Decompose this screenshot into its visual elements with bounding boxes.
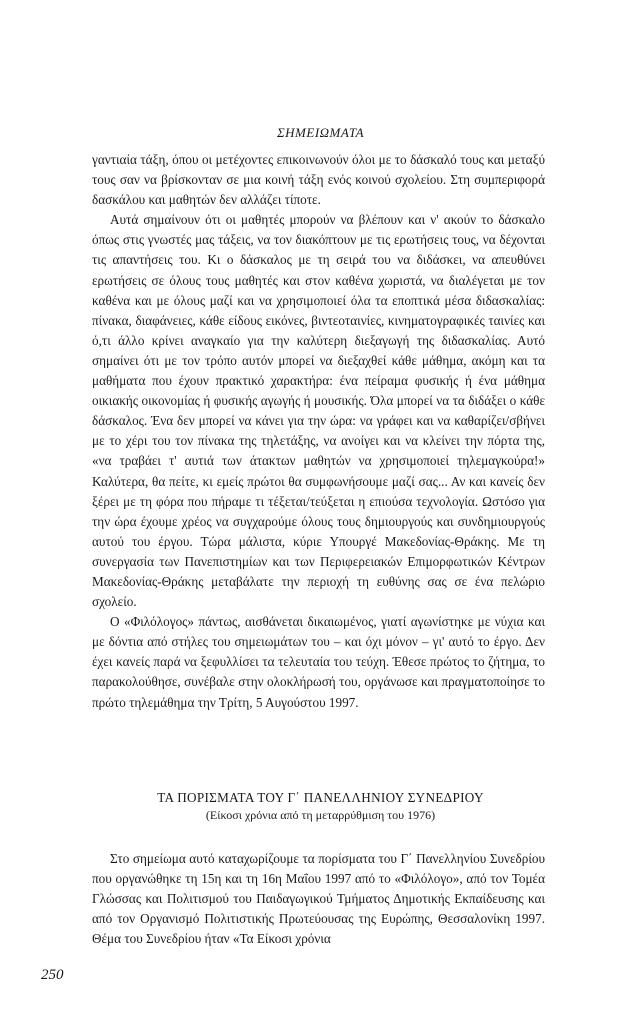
paragraph: Στο σημείωμα αυτό καταχωρίζουμε τα πορίσματα του Γ΄ Πανελληνίου Συνεδρίου που οργανώθηκε τη 15η και τη 16η Μαΐου 1997 από το «Φιλόλογο», από τον Τομέα Γλώσσας και Πολιτισμού του Παιδαγωγικού Τμήματος Δημοτικής Εκπαίδευσης και από τον Οργανισμό Πολιτιστικής Πρωτεύουσας της Ευρώπης, Θεσσαλονίκη 1997. Θέμα του Συνεδρίου ήταν «Τα Είκοσι χρόνια: [92, 851, 545, 947]
page-number: 250: [41, 967, 64, 983]
body-text: [92, 150, 545, 713]
paragraph: Αυτά σημαίνουν ότι οι μαθητές μπορούν να βλέπουν και ν' ακούν το δάσκαλο όπως στις γνωστές μας τάξεις, να τον διακόπτουν με τις ερωτήσεις τους, να δέχονται τις απαντήσεις του. Κι ο δάσκαλος με τη σειρά του να διδάσκει, να απευθύνει ερωτήσεις σε όλους τους μαθητές και στον καθένα χωριστά, να διαλέγεται με τον καθένα και με όλους μαζί και να χρησιμοποιεί όλα τα εποπτικά μέσα διδασκαλίας: πίνακα, διαφάνειες, κάθε είδους εικόνες, βιντεοταινίες, κινηματογραφικές ταινίες και ό,τι άλλο κρίνει αναγκαίο για την καλύτερη διεξαγωγή της διδασκαλίας. Αυτό σημαίνει ότι με τον τρόπο αυτόν μπορεί να διεξαχθεί κάθε μάθημα, ακόμη και τα μαθήματα που έχουν πρακτικό χαρακτήρα: ένα πείραμα φυσικής ή ένα μάθημα οικιακής οικονομίας ή φυσικής αγωγής ή μουσικής. Όλα μπορεί να τα διδάξει ο κάθε δάσκαλος. Ένα δεν μπορεί να κάνει για την ώρα: να γράφει και να καθαρίζει/σβήνει με το χέρι του τον πίνακα της τηλετάξης, να ανοίγει και να κλείνει την πόρτα της, «να τραβάει τ' αυτιά των άτακτων μαθητών να χρησιμοποιεί τηλεμαγκούρα!» Καλύτερα, θα πείτε, κι εμείς πρώτοι θα συμφωνήσουμε μαζί σας... Αν και κανείς δεν ξέρει με τη φόρα που πήραμε τι τέξεται/τεύξεται η επιούσα τεχνολογία. Ωστόσο για την ώρα έχουμε χρέος να συγχαρούμε όλους τους δημιουργούς και συνδημιουργούς αυτού του έργου. Τώρα μάλιστα, κύριε Υπουργέ Μακεδονίας-Θράκης. Με τη συνεργασία των Πανεπιστημίων και των Περιφερειακών Επιμορφωτικών Κέντρων Μακεδονίας-Θράκης μεταβάλατε την περιοχή τη ευθύνης σας σε ένα πελώριο σχολείο.: [92, 212, 545, 610]
section-subtitle: (Είκοσι χρόνια από τη μεταρρύθμιση του 1976): [205, 808, 436, 822]
paragraph: Ο «Φιλόλογος» πάντως, αισθάνεται δικαιωμένος, γιατί αγωνίστηκε με νύχια και με δόντια από στήλες του σημειωμάτων του – και όχι μόνον – γι' αυτό το έργο. Δεν έχει κανείς παρά να ξεφυλλίσει τα τελευταία του τεύχη. Έθεσε πρώτος το ζήτημα, το παρακολούθησε, συνέβαλε στην ολοκλήρωσή του, οργάνωσε και πραγματοποίησε το πρώτο τηλεμάθημα την Τρίτη, 5 Αυγούστου 1997.: [92, 614, 545, 710]
section-body-text: [92, 849, 545, 949]
section-title: ΤΑ ΠΟΡΙΣΜΑΤΑ ΤΟΥ Γ΄ ΠΑΝΕΛΛΗΝΙΟΥ ΣΥΝΕΔΡΙΟΥ: [157, 790, 484, 805]
running-head: ΣΗΜΕΙΩΜΑΤΑ: [276, 125, 365, 140]
paragraph: γαντιαία τάξη, όπου οι μετέχοντες επικοινωνούν όλοι με το δάσκαλό τους και μεταξύ τους σαν να βρίσκονταν σε μια κοινή τάξη ενός κοινού σχολείου. Στη συμπεριφορά δασκάλου και μαθητών δεν αλλάζει τίποτε.: [92, 152, 545, 208]
